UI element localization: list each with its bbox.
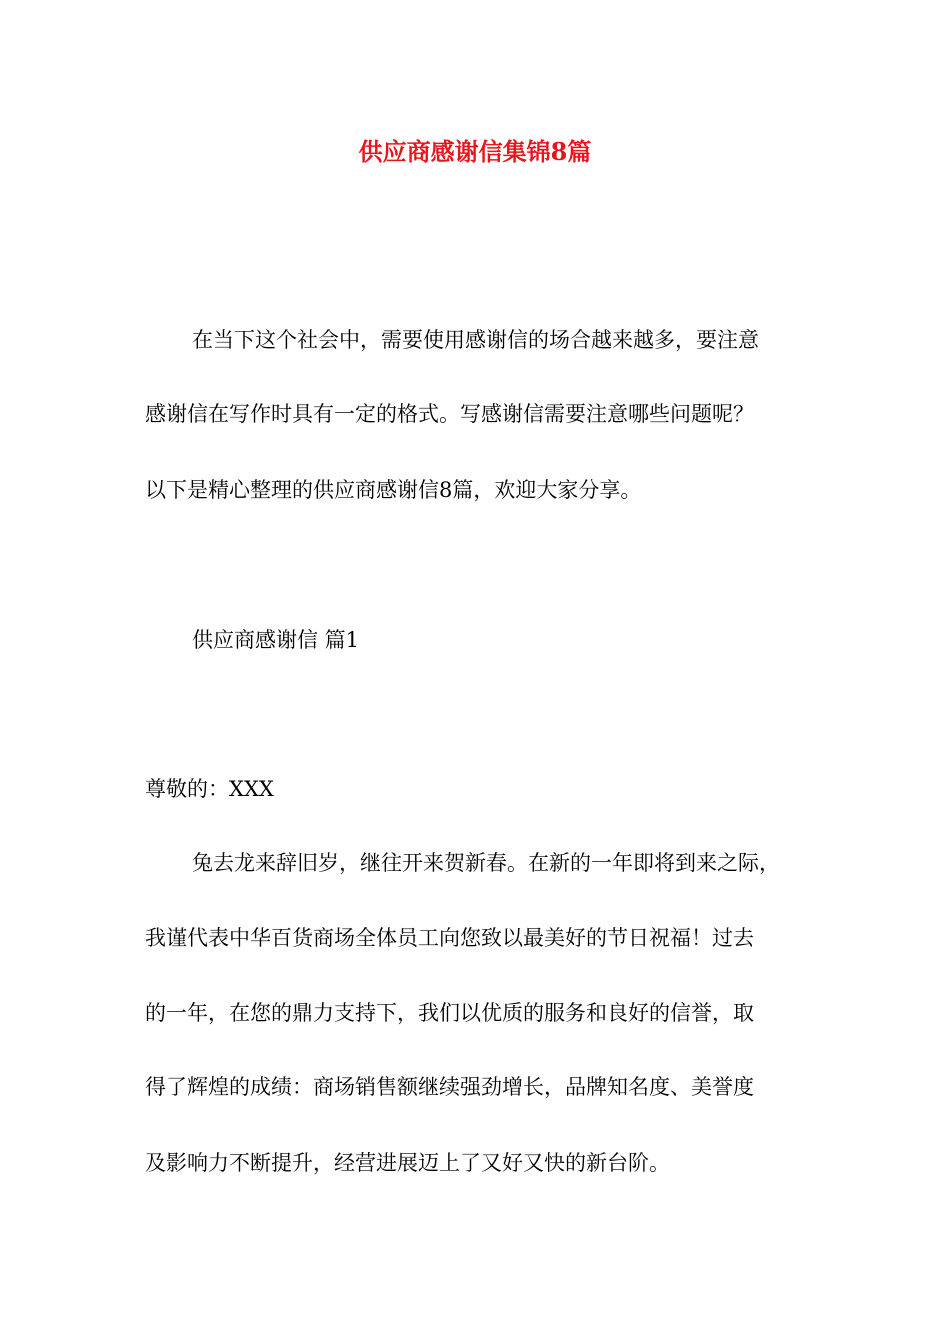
section-heading: 供应商感谢信 篇1: [192, 628, 360, 652]
intro-line-2: 感谢信在写作时具有一定的格式。写感谢信需要注意哪些问题呢？: [145, 402, 754, 426]
body-line-2: 我谨代表中华百货商场全体员工向您致以最美好的节日祝福！过去: [145, 926, 754, 950]
body-line-3: 的一年，在您的鼎力支持下，我们以优质的服务和良好的信誉，取: [145, 1001, 754, 1025]
intro-line-1: 在当下这个社会中，需要使用感谢信的场合越来越多，要注意: [192, 328, 759, 352]
body-line-4: 得了辉煌的成绩：商场销售额继续强劲增长，品牌知名度、美誉度: [145, 1075, 754, 1099]
body-line-5: 及影响力不断提升，经营进展迈上了又好又快的新台阶。: [145, 1151, 670, 1175]
body-line-1: 兔去龙来辞旧岁，继往开来贺新春。在新的一年即将到来之际，: [192, 851, 780, 875]
salutation: 尊敬的：XXX: [145, 777, 274, 801]
intro-line-3: 以下是精心整理的供应商感谢信8篇，欢迎大家分享。: [145, 478, 642, 502]
document-title: 供应商感谢信集锦8篇: [358, 137, 592, 166]
